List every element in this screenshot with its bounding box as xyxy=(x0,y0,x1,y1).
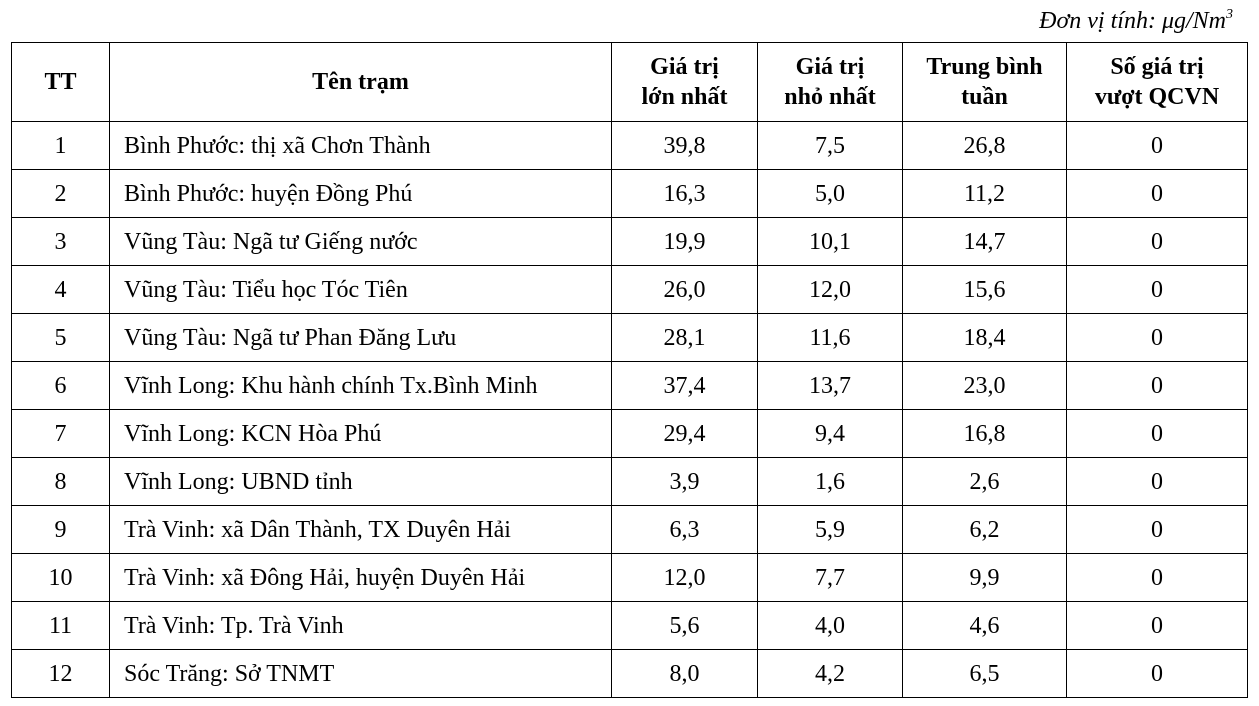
header-station-name: Tên trạm xyxy=(110,43,612,122)
cell-weekly-average: 16,8 xyxy=(903,410,1067,458)
cell-tt: 7 xyxy=(12,410,110,458)
header-min-value: Giá trị nhỏ nhất xyxy=(758,43,903,122)
cell-max-value: 12,0 xyxy=(612,554,758,602)
cell-exceed-count: 0 xyxy=(1067,362,1248,410)
cell-station-name: Sóc Trăng: Sở TNMT xyxy=(110,650,612,698)
cell-max-value: 6,3 xyxy=(612,506,758,554)
cell-tt: 9 xyxy=(12,506,110,554)
cell-max-value: 3,9 xyxy=(612,458,758,506)
table-header xyxy=(12,43,1248,122)
cell-station-name: Trà Vinh: Tp. Trà Vinh xyxy=(110,602,612,650)
table-row xyxy=(12,554,1248,602)
cell-min-value: 13,7 xyxy=(758,362,903,410)
table-row xyxy=(12,170,1248,218)
cell-weekly-average: 23,0 xyxy=(903,362,1067,410)
cell-tt: 8 xyxy=(12,458,110,506)
table-body xyxy=(12,122,1248,698)
header-row xyxy=(12,43,1248,122)
header-tt: TT xyxy=(12,43,110,122)
cell-weekly-average: 14,7 xyxy=(903,218,1067,266)
header-weekly-average: Trung bình tuần xyxy=(903,43,1067,122)
cell-exceed-count: 0 xyxy=(1067,266,1248,314)
cell-tt: 6 xyxy=(12,362,110,410)
cell-min-value: 7,7 xyxy=(758,554,903,602)
table-row xyxy=(12,506,1248,554)
table-row xyxy=(12,266,1248,314)
cell-min-value: 5,9 xyxy=(758,506,903,554)
cell-exceed-count: 0 xyxy=(1067,506,1248,554)
cell-exceed-count: 0 xyxy=(1067,218,1248,266)
header-max-value: Giá trị lớn nhất xyxy=(612,43,758,122)
cell-max-value: 16,3 xyxy=(612,170,758,218)
cell-min-value: 1,6 xyxy=(758,458,903,506)
cell-max-value: 29,4 xyxy=(612,410,758,458)
cell-max-value: 26,0 xyxy=(612,266,758,314)
cell-tt: 4 xyxy=(12,266,110,314)
cell-max-value: 19,9 xyxy=(612,218,758,266)
cell-min-value: 10,1 xyxy=(758,218,903,266)
cell-station-name: Vĩnh Long: UBND tỉnh xyxy=(110,458,612,506)
cell-station-name: Trà Vinh: xã Đông Hải, huyện Duyên Hải xyxy=(110,554,612,602)
cell-min-value: 5,0 xyxy=(758,170,903,218)
cell-weekly-average: 9,9 xyxy=(903,554,1067,602)
cell-max-value: 37,4 xyxy=(612,362,758,410)
cell-min-value: 4,0 xyxy=(758,602,903,650)
cell-min-value: 11,6 xyxy=(758,314,903,362)
cell-station-name: Bình Phước: thị xã Chơn Thành xyxy=(110,122,612,170)
cell-exceed-count: 0 xyxy=(1067,410,1248,458)
cell-tt: 1 xyxy=(12,122,110,170)
cell-min-value: 4,2 xyxy=(758,650,903,698)
unit-note-label: Đơn vị tính: μg/Nm xyxy=(1039,8,1226,34)
cell-exceed-count: 0 xyxy=(1067,650,1248,698)
cell-min-value: 9,4 xyxy=(758,410,903,458)
cell-weekly-average: 15,6 xyxy=(903,266,1067,314)
table-row xyxy=(12,362,1248,410)
cell-station-name: Vũng Tàu: Tiểu học Tóc Tiên xyxy=(110,266,612,314)
cell-weekly-average: 6,5 xyxy=(903,650,1067,698)
cell-tt: 11 xyxy=(12,602,110,650)
cell-weekly-average: 4,6 xyxy=(903,602,1067,650)
cell-tt: 3 xyxy=(12,218,110,266)
cell-tt: 10 xyxy=(12,554,110,602)
cell-station-name: Vĩnh Long: Khu hành chính Tx.Bình Minh xyxy=(110,362,612,410)
table-row xyxy=(12,410,1248,458)
cell-station-name: Trà Vinh: xã Dân Thành, TX Duyên Hải xyxy=(110,506,612,554)
cell-weekly-average: 18,4 xyxy=(903,314,1067,362)
table-row xyxy=(12,122,1248,170)
unit-note-superscript: 3 xyxy=(1226,7,1233,22)
table-row xyxy=(12,314,1248,362)
cell-weekly-average: 6,2 xyxy=(903,506,1067,554)
cell-exceed-count: 0 xyxy=(1067,122,1248,170)
cell-max-value: 28,1 xyxy=(612,314,758,362)
cell-tt: 5 xyxy=(12,314,110,362)
cell-max-value: 39,8 xyxy=(612,122,758,170)
data-table xyxy=(11,42,1248,698)
cell-weekly-average: 11,2 xyxy=(903,170,1067,218)
cell-station-name: Vũng Tàu: Ngã tư Giếng nước xyxy=(110,218,612,266)
cell-exceed-count: 0 xyxy=(1067,458,1248,506)
table-row xyxy=(12,458,1248,506)
header-exceed-count: Số giá trị vượt QCVN xyxy=(1067,43,1248,122)
table-row xyxy=(12,218,1248,266)
cell-exceed-count: 0 xyxy=(1067,602,1248,650)
cell-max-value: 5,6 xyxy=(612,602,758,650)
cell-exceed-count: 0 xyxy=(1067,314,1248,362)
cell-tt: 12 xyxy=(12,650,110,698)
cell-exceed-count: 0 xyxy=(1067,554,1248,602)
cell-max-value: 8,0 xyxy=(612,650,758,698)
unit-note xyxy=(1039,6,1233,36)
table-row xyxy=(12,602,1248,650)
cell-weekly-average: 2,6 xyxy=(903,458,1067,506)
cell-station-name: Vũng Tàu: Ngã tư Phan Đăng Lưu xyxy=(110,314,612,362)
cell-station-name: Bình Phước: huyện Đồng Phú xyxy=(110,170,612,218)
cell-weekly-average: 26,8 xyxy=(903,122,1067,170)
cell-station-name: Vĩnh Long: KCN Hòa Phú xyxy=(110,410,612,458)
table-row xyxy=(12,650,1248,698)
cell-tt: 2 xyxy=(12,170,110,218)
cell-min-value: 7,5 xyxy=(758,122,903,170)
cell-min-value: 12,0 xyxy=(758,266,903,314)
cell-exceed-count: 0 xyxy=(1067,170,1248,218)
